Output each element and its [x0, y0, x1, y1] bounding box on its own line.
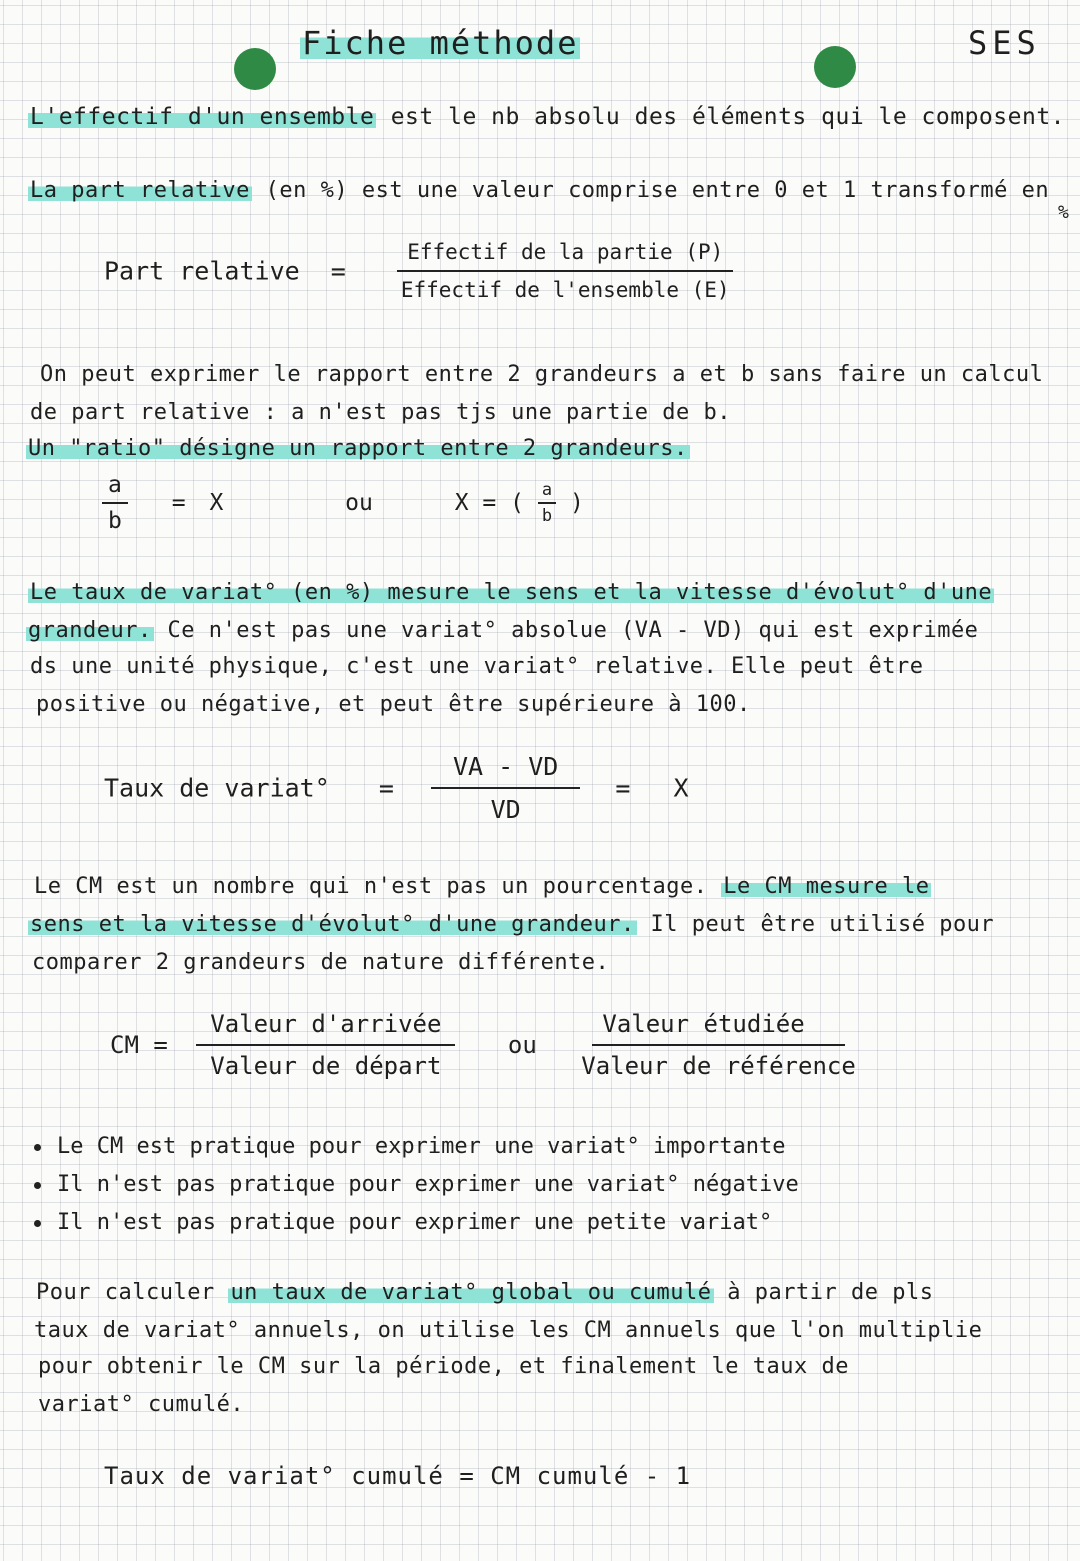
cm-line-3: comparer 2 grandeurs de nature différente.	[32, 950, 610, 975]
cm-bullet-list	[34, 1128, 799, 1242]
ratio-fraction: $\frac{a}{b}$	[102, 472, 128, 534]
part-relative-definition: La part relative (en %) est une valeur comprise entre 0 et 1 transformé en	[30, 178, 1050, 203]
percent-overflow: %	[1058, 202, 1069, 223]
taux-variation-line-2: grandeur. Ce n'est pas une variat° absolue (VA - VD) qui est exprimée	[28, 618, 979, 643]
effectif-definition: L'effectif d'un ensemble est le nb absolu des éléments qui le composent.	[30, 104, 1066, 130]
subject-label: SES	[968, 24, 1041, 62]
list-item: Le CM est pratique pour exprimer une variat° importante	[34, 1128, 799, 1166]
cumule-formula: Taux de variat° cumulé = CM cumulé - 1	[104, 1462, 692, 1490]
ratio-text-line-1: On peut exprimer le rapport entre 2 grandeurs a et b sans faire un calcul	[40, 362, 1044, 387]
ratio-formula: $\frac{a}{b}$ = X ou X = ( $\frac{a}{b}$ )	[102, 472, 584, 534]
bullet-icon	[34, 1182, 41, 1189]
cumule-line-1: Pour calculer un taux de variat° global ou cumulé à partir de pls	[36, 1280, 934, 1305]
cm-line-2: sens et la vitesse d'évolut° d'une grandeur. Il peut être utilisé pour	[30, 912, 995, 937]
ratio-inner-fraction: $\frac{a}{b}$	[538, 480, 556, 526]
taux-variation-fraction: $\frac{VA - VD}{VD}$	[431, 752, 580, 824]
bullet-icon	[34, 1144, 41, 1151]
taux-variation-formula: Taux de variat° = $\frac{VA - VD}{VD}$ = X	[104, 752, 689, 824]
fraction-denominator: Effectif de l'ensemble (E)	[400, 278, 730, 302]
ratio-definition: Un "ratio" désigne un rapport entre 2 grandeurs.	[28, 436, 688, 461]
taux-variation-line-1: Le taux de variat° (en %) mesure le sens et la vitesse d'évolut° d'une	[30, 580, 993, 605]
part-relative-formula: Part relative = $\frac{\text{Effectif de la partie (P)}}{\text{Effectif de l'ensemble (E)}}$	[104, 240, 740, 302]
cumule-line-3: pour obtenir le CM sur la période, et finalement le taux de	[38, 1354, 849, 1379]
cm-line-1: Le CM est un nombre qui n'est pas un pourcentage. Le CM mesure le	[34, 874, 930, 899]
list-item: Il n'est pas pratique pour exprimer une variat° négative	[34, 1166, 799, 1204]
taux-variation-line-4: positive ou négative, et peut être supérieure à 100.	[36, 692, 751, 717]
binder-hole-right	[814, 46, 856, 88]
taux-variation-line-3: ds une unité physique, c'est une variat° relative. Elle peut être	[30, 654, 924, 679]
cumule-line-4: variat° cumulé.	[38, 1392, 245, 1417]
list-item: Il n'est pas pratique pour exprimer une petite variat°	[34, 1204, 799, 1242]
bullet-icon	[34, 1220, 41, 1227]
page-title: Fiche méthode	[302, 24, 579, 62]
ratio-text-line-2: de part relative : a n'est pas tjs une partie de b.	[30, 400, 732, 425]
cm-alt-fraction: $\frac{\text{Valeur étudiée}}{\text{Valeur de référence}}$	[581, 1010, 856, 1080]
part-relative-fraction	[391, 240, 740, 302]
cm-fraction: $\frac{\text{Valeur d'arrivée}}{\text{Valeur de départ}}$	[196, 1010, 455, 1080]
binder-hole-left	[234, 48, 276, 90]
cm-formula: CM = $\frac{\text{Valeur d'arrivée}}{\text{Valeur de départ}}$ ou $\frac{\text{Valeur étudiée}}{\text{Valeur de référence}}$	[110, 1010, 866, 1080]
cumule-line-2: taux de variat° annuels, on utilise les CM annuels que l'on multiplie	[34, 1318, 983, 1343]
fraction-numerator: Effectif de la partie (P)	[397, 240, 733, 272]
